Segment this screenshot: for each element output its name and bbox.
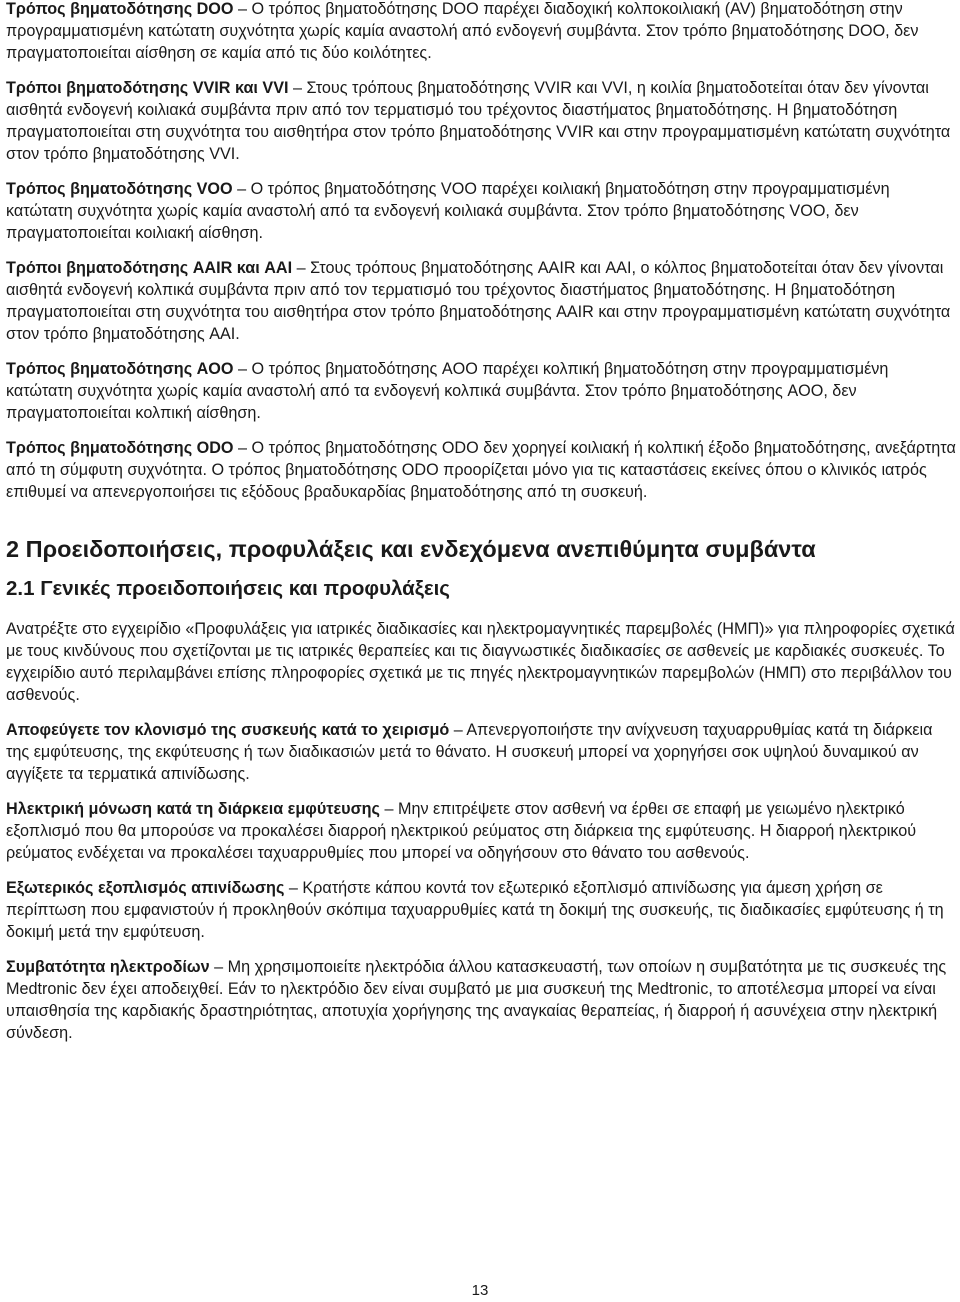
paragraph-aair-aai-modes [6, 257, 956, 345]
paragraph-external-defibrillation [6, 877, 956, 943]
paragraph-avoid-shock [6, 719, 956, 785]
paragraph-term: Τρόπος βηματοδότησης VOO [6, 180, 233, 198]
paragraph-term: Συμβατότητα ηλεκτροδίων [6, 958, 210, 976]
paragraph-text: – Μη χρησιμοποιείτε ηλεκτρόδια άλλου κατασκευαστή, των οποίων η συμβατότητα με τις συσκευές της Medtronic δεν έχει αποδειχθεί. Εάν το ηλεκτρόδιο δεν είναι συμβατό με μια συσκευή της Medtronic, το αποτέλεσμα μπορεί να είναι υπαισθησία της καρδιακής δραστηριότητας, αποτυχία χορήγησης της αναγκαίας θεραπείας, ή διαρροή ή ασυνέχεια στην ηλεκτρική σύνδεση. [6, 958, 947, 1042]
intro-paragraph: Ανατρέξτε στο εγχειρίδιο «Προφυλάξεις για ιατρικές διαδικασίες και ηλεκτρομαγνητικές παρεμβολές (ΗΜΠ)» για πληροφορίες σχετικά με τους κινδύνους που σχετίζονται με τις ιατρικές θεραπείες και τις διαγνωστικές διαδικασίες σε ασθενείς με καρδιακές συσκευές. Το εγχειρίδιο αυτό περιλαμβάνει επίσης πληροφορίες σχετικά με τις πηγές ηλεκτρομαγνητικών παρεμβολών (ΗΜΠ) στο περιβάλλον του ασθενούς. [6, 620, 955, 704]
paragraph-vvir-vvi-modes [6, 77, 956, 165]
paragraph-term: Τρόποι βηματοδότησης VVIR και VVI [6, 79, 289, 97]
paragraph-text: – Στους τρόπους βηματοδότησης AAIR και AAI, ο κόλπος βηματοδοτείται όταν δεν γίνονται αισθητά ενδογενή κολπικά συμβάντα πριν από τον τερματισμό του τρέχοντος διαστήματος βηματοδότησης. Η βηματοδότηση πραγματοποιείται στη συχνότητα του αισθητήρα στον τρόπο βηματοδότησης AAIR και στην προγραμματισμένη κατώτατη συχνότητα στον τρόπο βηματοδότησης AAI. [6, 259, 951, 343]
paragraph-text: – Ο τρόπος βηματοδότησης VOO παρέχει κοιλιακή βηματοδότηση στην προγραμματισμένη κατώτατη συχνότητα χωρίς καμία αναστολή από τα ενδογενή κοιλιακά συμβάντα. Στον τρόπο βηματοδότησης VOO, δεν πραγματοποιείται κοιλιακή αίσθηση. [6, 180, 890, 242]
subsection-heading: 2.1 Γενικές προειδοποιήσεις και προφυλάξεις [6, 577, 450, 600]
page-number: 13 [471, 1282, 489, 1299]
paragraph-text: – Απενεργοποιήστε την ανίχνευση ταχυαρρυθμίας κατά τη διάρκεια της εμφύτευσης, της εκφύτευσης ή των διαδικασιών μετά το θάνατο. Η συσκευή μπορεί να χορηγήσει σοκ υψηλού δυναμικού αν αγγίξετε τα τερματικά απινίδωσης. [6, 721, 933, 783]
paragraph-term: Τρόπος βηματοδότησης AOO [6, 360, 234, 378]
paragraph-term: Αποφεύγετε τον κλονισμό της συσκευής κατά το χειρισμό [6, 721, 450, 739]
paragraph-text: – Ο τρόπος βηματοδότησης ODO δεν χορηγεί κοιλιακή ή κολπική έξοδο βηματοδότησης, ανεξάρτητα από τη σύμφυτη συχνότητα. Ο τρόπος βηματοδότησης ODO προορίζεται μόνο για τις καταστάσεις εκείνες όπου ο κλινικός ιατρός επιθυμεί να απενεργοποιήσει τις εξόδους βραδυκαρδίας βηματοδότησης από τη συσκευή. [6, 439, 956, 501]
paragraph-aoo-mode [6, 358, 956, 424]
paragraph-term: Τρόπος βηματοδότησης DOO [6, 0, 234, 18]
paragraph-text: – Ο τρόπος βηματοδότησης DOO παρέχει διαδοχική κολποκοιλιακή (AV) βηματοδότηση στην προγραμματισμένη κατώτατη συχνότητα χωρίς καμία αναστολή από ενδογενή συμβάντα. Στον τρόπο βηματοδότησης DOO, δεν πραγματοποιείται αίσθηση σε καμία από τις δύο κοιλότητες. [6, 0, 919, 62]
paragraph-doo-mode [6, 0, 956, 64]
paragraph-voo-mode [6, 178, 956, 244]
paragraph-term: Ηλεκτρική μόνωση κατά τη διάρκεια εμφύτευσης [6, 800, 380, 818]
paragraph-text: – Κρατήστε κάπου κοντά τον εξωτερικό εξοπλισμό απινίδωσης για άμεση χρήση σε περίπτωση που εμφανιστούν ή προκληθούν σκόπιμα ταχυαρρυθμίες κατά τη δοκιμή της συσκευής, τις διαδικασίες εμφύτευσης ή τη δοκιμή μετά την εμφύτευση. [6, 879, 944, 941]
section-heading: 2 Προειδοποιήσεις, προφυλάξεις και ενδεχόμενα ανεπιθύμητα συμβάντα [6, 536, 816, 562]
paragraph-odo-mode [6, 437, 956, 503]
paragraph-lead-compatibility [6, 956, 956, 1044]
paragraph-term: Τρόπος βηματοδότησης ODO [6, 439, 234, 457]
paragraph-text: – Μην επιτρέψετε στον ασθενή να έρθει σε επαφή με γειωμένο ηλεκτρικό εξοπλισμό που θα μπορούσε να προκαλέσει διαρροή ηλεκτρικού ρεύματος στη διάρκεια της εμφύτευσης. Η διαρροή ηλεκτρικού ρεύματος ενδέχεται να προκαλέσει ταχυαρρυθμίες που μπορεί να οδηγήσουν στο θάνατο του ασθενούς. [6, 800, 917, 862]
paragraph-term: Τρόποι βηματοδότησης AAIR και AAI [6, 259, 293, 277]
paragraph-electrical-isolation [6, 798, 956, 864]
document-page [6, 0, 956, 1057]
paragraph-text: – Στους τρόπους βηματοδότησης VVIR και VVI, η κοιλία βηματοδοτείται όταν δεν γίνονται αισθητά ενδογενή κοιλιακά συμβάντα πριν από τον τερματισμό του τρέχοντος διαστήματος βηματοδότησης. Η βηματοδότηση πραγματοποιείται στη συχνότητα του αισθητήρα στον τρόπο βηματοδότησης VVIR και στην προγραμματισμένη κατώτατη συχνότητα στον τρόπο βηματοδότησης VVI. [6, 79, 951, 163]
paragraph-text: – Ο τρόπος βηματοδότησης AOO παρέχει κολπική βηματοδότηση στην προγραμματισμένη κατώτατη συχνότητα χωρίς καμία αναστολή από τα ενδογενή κολπικά συμβάντα. Στον τρόπο βηματοδότησης AOO, δεν πραγματοποιείται κολπική αίσθηση. [6, 360, 889, 422]
paragraph-term: Εξωτερικός εξοπλισμός απινίδωσης [6, 879, 285, 897]
